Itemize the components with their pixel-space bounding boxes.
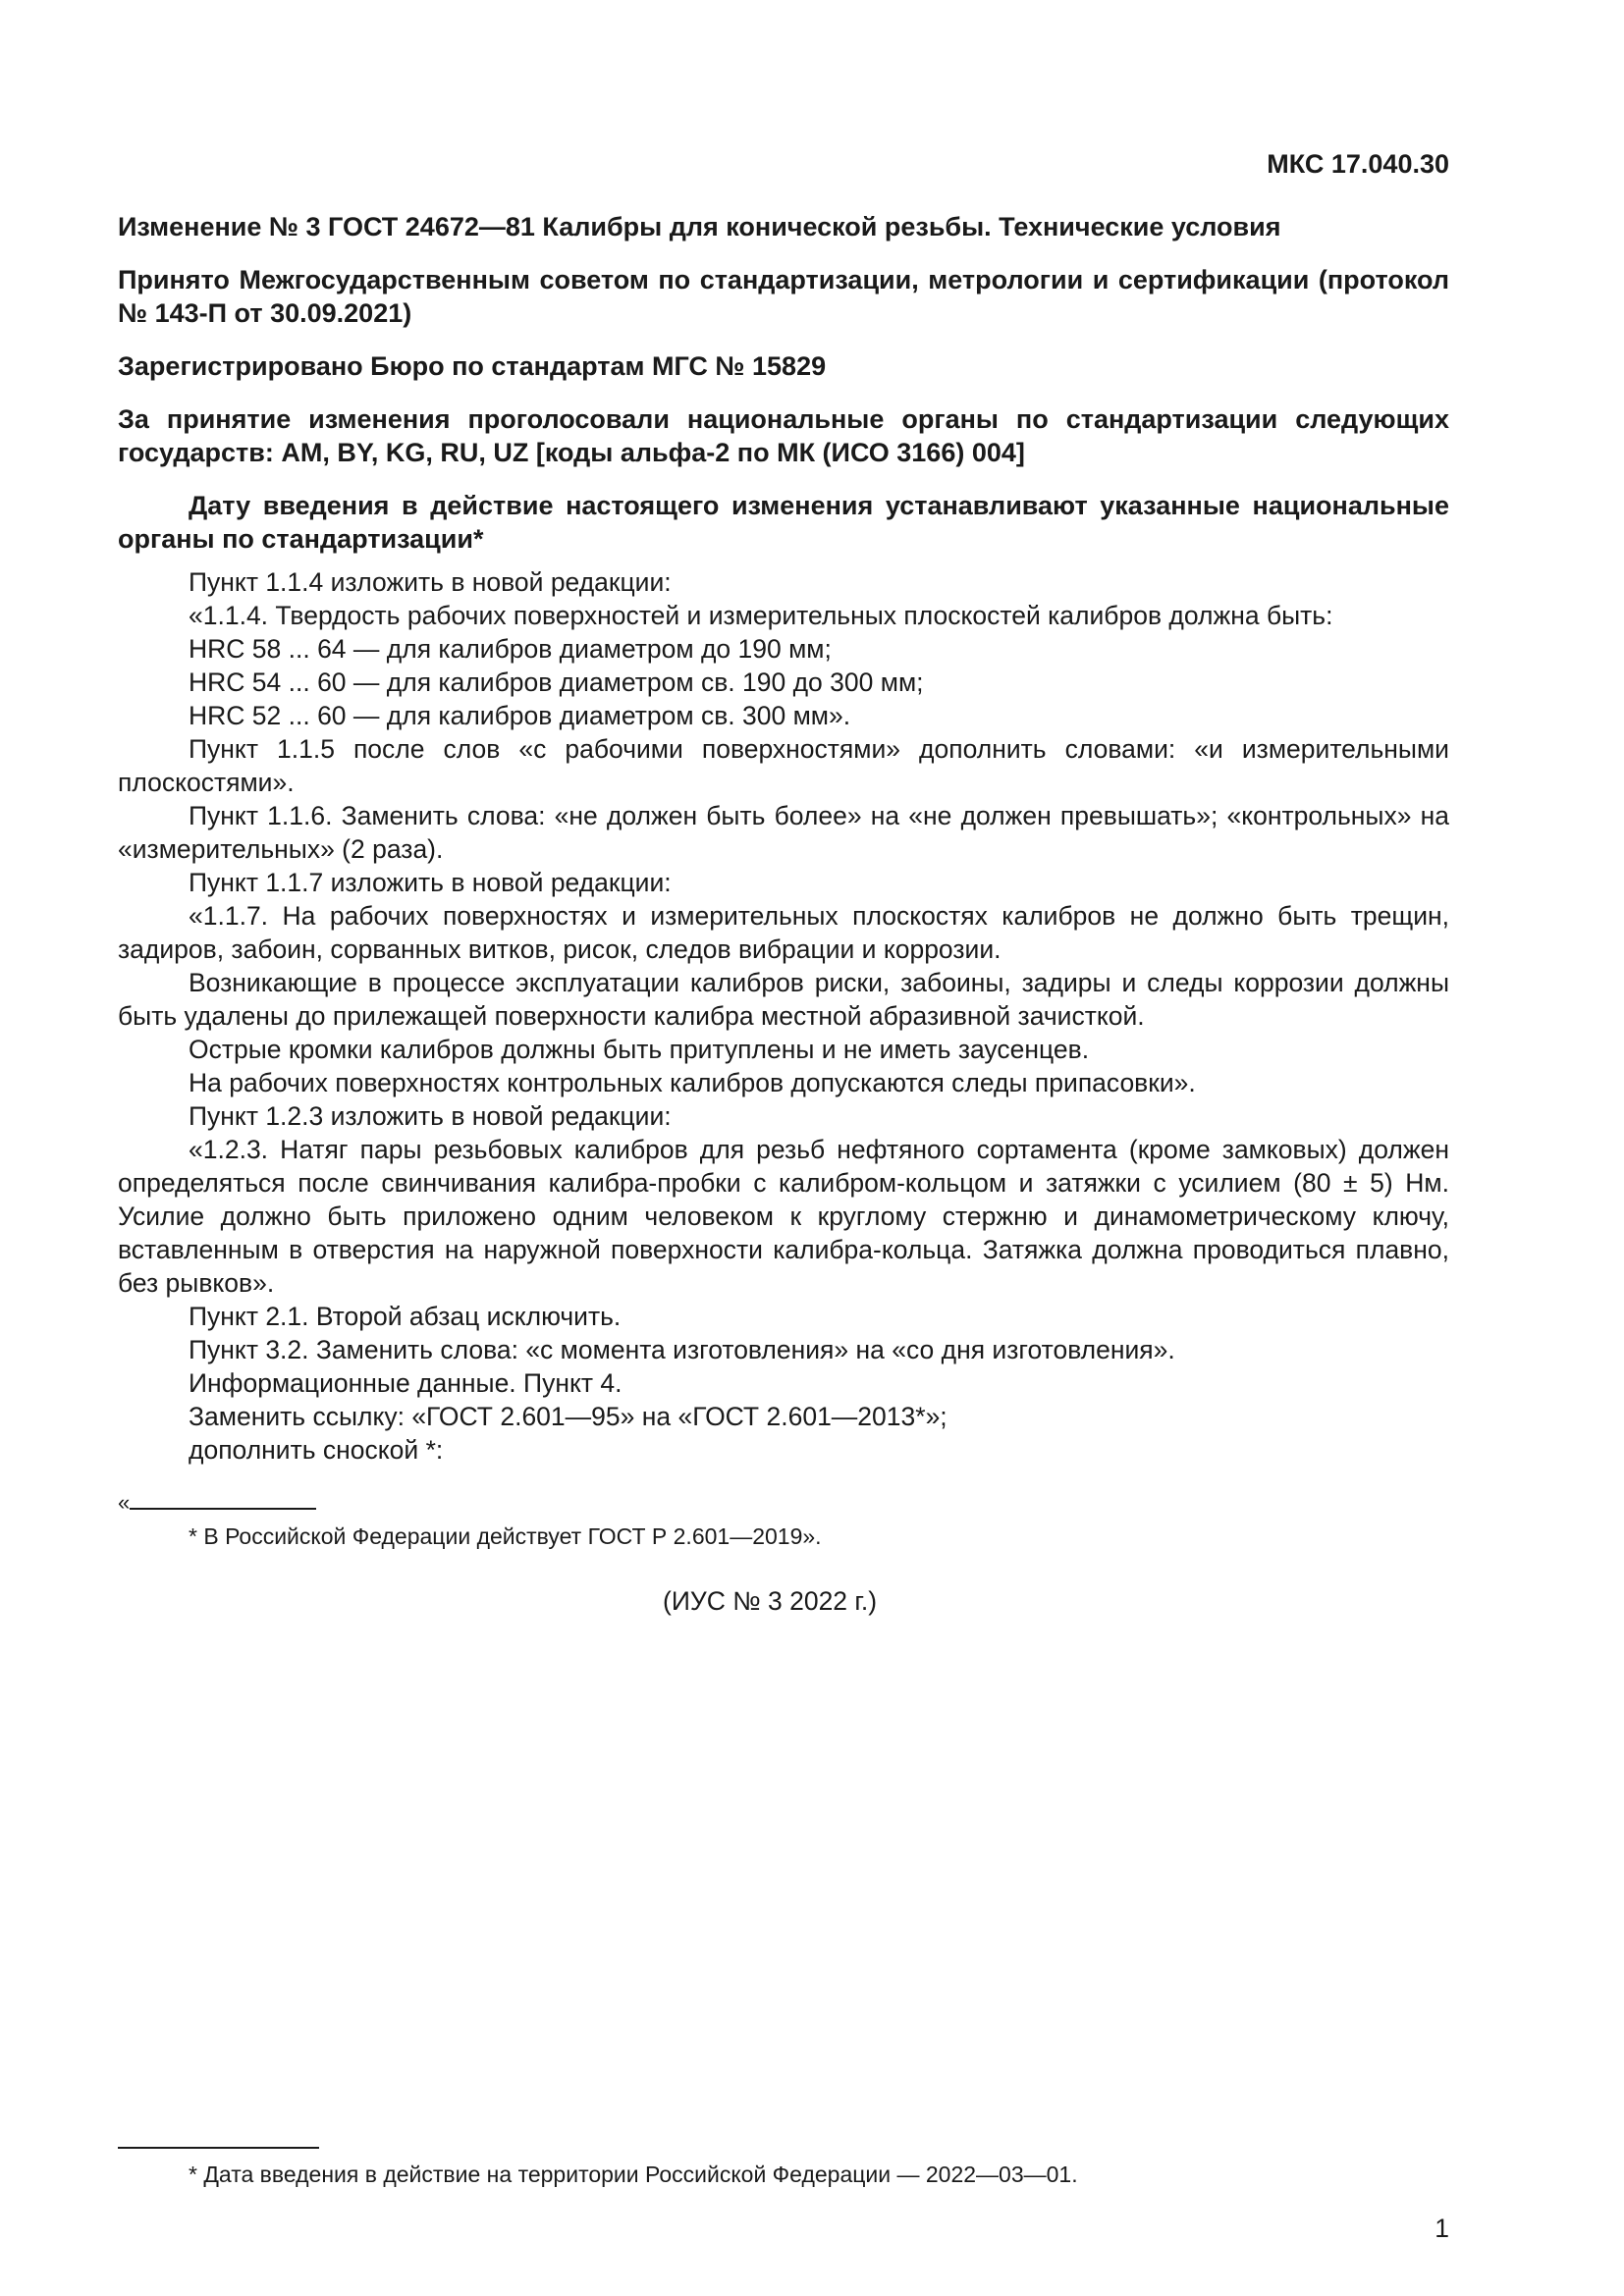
change-title: Изменение № 3 ГОСТ 24672—81 Калибры для конической резьбы. Технические условия [118,212,1281,241]
body-paragraph: Пункт 1.1.7 изложить в новой редакции: [189,868,672,897]
body-paragraph: Пункт 1.1.5 после слов «с рабочими поверхностями» дополнить словами: «и измерительными плоскостями». [118,734,1449,797]
ius-reference: (ИУС № 3 2022 г.) [663,1586,878,1616]
footnote-open-quote: « [118,1490,131,1515]
body-paragraph: дополнить сноской *: [189,1435,444,1465]
body-paragraph: Пункт 1.1.6. Заменить слова: «не должен быть более» на «не должен превышать»; «контрольных» на «измерительных» (2 раза). [118,801,1449,864]
body-paragraph: HRC 52 ... 60 — для калибров диаметром св. 300 мм». [189,701,851,730]
body-paragraph: «1.2.3. Натяг пары резьбовых калибров для резьб нефтяного сортамента (кроме замковых) должен определяться после свинчивания калибра-пробки с калибром-кольцом и затяжки с усилием (80 ± 5) Нм. Усилие должно быть приложено одним человеком к круглому стержню и динамометрическому ключу, вставленным в отверстия на наружной поверхности калибра-кольца. Затяжка должна проводиться плавно, без рывков». [118,1135,1449,1298]
body-paragraph: HRC 54 ... 60 — для калибров диаметром св. 190 до 300 мм; [189,667,924,697]
inserted-footnote-text: * В Российской Федерации действует ГОСТ Р 2.601—2019». [189,1523,822,1549]
date-intro-statement: Дату введения в действие настоящего изменения устанавливают указанные национальные органы по стандартизации* [118,491,1449,554]
mks-code: МКС 17.040.30 [1267,149,1449,179]
amendment-body [118,565,1449,1467]
accepted-statement: Принято Межгосударственным советом по стандартизации, метрологии и сертификации (протокол № 143-П от 30.09.2021) [118,265,1449,328]
body-paragraph: Возникающие в процессе эксплуатации калибров риски, забоины, задиры и следы коррозии должны быть удалены до прилежащей поверхности калибра местной абразивной зачисткой. [118,968,1449,1031]
body-paragraph: «1.1.7. На рабочих поверхностях и измерительных плоскостях калибров не должно быть трещин, задиров, забоин, сорванных витков, рисок, следов вибрации и коррозии. [118,901,1449,964]
body-paragraph: «1.1.4. Твердость рабочих поверхностей и измерительных плоскостей калибров должна быть: [189,601,1333,630]
footnote-rule [130,1508,316,1510]
body-paragraph: Пункт 3.2. Заменить слова: «с момента изготовления» на «со дня изготовления». [189,1335,1175,1364]
body-paragraph: Пункт 1.1.4 изложить в новой редакции: [189,567,672,597]
voting-statement: За принятие изменения проголосовали национальные органы по стандартизации следующих государств: AM, BY, KG, RU, UZ [коды альфа-2 по МК (ИСО 3166) 004] [118,404,1449,467]
body-paragraph: Пункт 1.2.3 изложить в новой редакции: [189,1101,672,1131]
page-number: 1 [1435,2214,1449,2243]
page-footnote-rule [118,2147,319,2149]
registration-statement: Зарегистрировано Бюро по стандартам МГС № 15829 [118,351,827,381]
body-paragraph: HRC 58 ... 64 — для калибров диаметром до 190 мм; [189,634,832,664]
body-paragraph: Информационные данные. Пункт 4. [189,1368,623,1398]
body-paragraph: Заменить ссылку: «ГОСТ 2.601—95» на «ГОСТ 2.601—2013*»; [189,1402,947,1431]
body-paragraph: Пункт 2.1. Второй абзац исключить. [189,1302,622,1331]
body-paragraph: На рабочих поверхностях контрольных калибров допускаются следы припасовки». [189,1068,1196,1097]
page-footnote-text: * Дата введения в действие на территории Российской Федерации — 2022—03—01. [189,2162,1078,2187]
body-paragraph: Острые кромки калибров должны быть притуплены и не иметь заусенцев. [189,1035,1090,1064]
